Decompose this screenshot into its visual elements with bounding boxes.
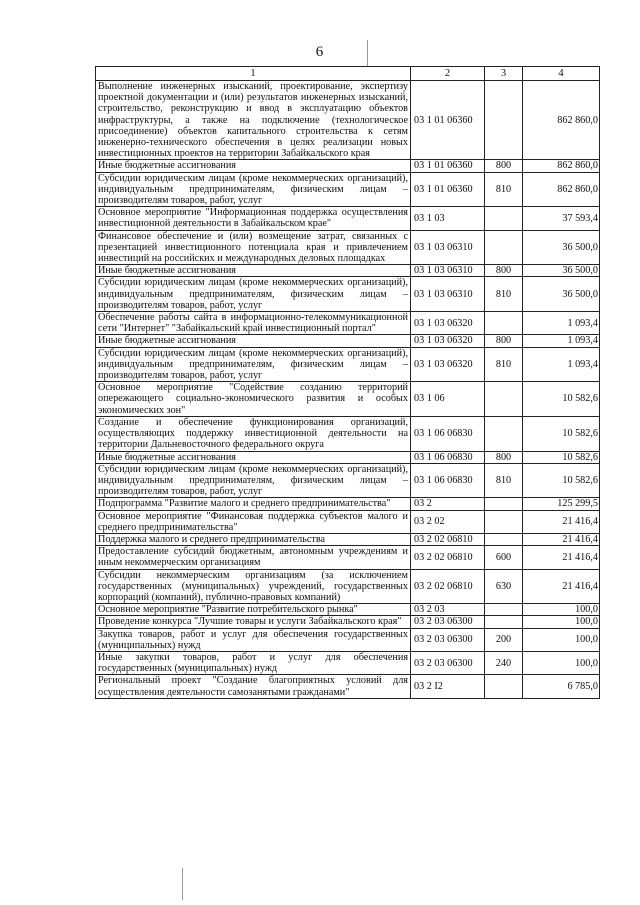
table-header-row	[96, 67, 600, 81]
row-code: 03 1 03 06310	[411, 277, 485, 312]
row-type: 810	[485, 463, 523, 498]
row-amount: 1 093,4	[523, 335, 600, 347]
row-type: 810	[485, 172, 523, 207]
table-row	[96, 498, 600, 510]
row-code: 03 2 03	[411, 604, 485, 616]
row-name: Основное мероприятие "Финансовая поддержка субъектов малого и среднего предпринимательства"	[96, 510, 411, 533]
row-name: Основное мероприятие "Развитие потребительского рынка"	[96, 604, 411, 616]
row-type	[485, 207, 523, 230]
row-amount: 100,0	[523, 651, 600, 674]
table-row	[96, 312, 600, 335]
row-code: 03 1 03	[411, 207, 485, 230]
header-col-1: 1	[96, 67, 411, 81]
table-row	[96, 382, 600, 417]
row-code: 03 2 03 06300	[411, 628, 485, 651]
table-row	[96, 604, 600, 616]
row-name: Иные бюджетные ассигнования	[96, 265, 411, 277]
row-code: 03 2 02 06810	[411, 569, 485, 604]
row-amount: 1 093,4	[523, 347, 600, 382]
row-name: Выполнение инженерных изысканий, проектирование, экспертизу проектной документации и (или) результатов инженерных изысканий, строительство, реконструкцию и ввод в эксплуатацию объектов инфраструктуры, а также на подключение (технологическое присоединение) объектов капитального строительства к сетям инженерно-технического обеспечения в целях реализации новых инвестиционных проектов на территории Забайкальского края	[96, 81, 411, 160]
scan-artifact	[182, 868, 183, 900]
row-name: Субсидии юридическим лицам (кроме некоммерческих организаций), индивидуальным предпринимателям, физическим лицам – производителям товаров, работ, услуг	[96, 347, 411, 382]
table-row	[96, 277, 600, 312]
row-amount: 862 860,0	[523, 81, 600, 160]
row-type: 800	[485, 451, 523, 463]
row-type: 630	[485, 569, 523, 604]
row-amount: 100,0	[523, 604, 600, 616]
row-name: Субсидии юридическим лицам (кроме некоммерческих организаций), индивидуальным предпринимателям, физическим лицам – производителям товаров, работ, услуг	[96, 172, 411, 207]
header-col-2: 2	[411, 67, 485, 81]
row-code: 03 2 02	[411, 510, 485, 533]
table-row	[96, 616, 600, 628]
row-type	[485, 312, 523, 335]
row-code: 03 2 02 06810	[411, 533, 485, 545]
row-type	[485, 416, 523, 451]
row-code: 03 2 I2	[411, 675, 485, 698]
row-type: 810	[485, 347, 523, 382]
row-type: 200	[485, 628, 523, 651]
table-row	[96, 416, 600, 451]
table-row	[96, 347, 600, 382]
table-row	[96, 230, 600, 265]
row-code: 03 1 03 06310	[411, 230, 485, 265]
table-row	[96, 675, 600, 698]
row-type	[485, 533, 523, 545]
row-name: Обеспечение работы сайта в информационно-телекоммуникационной сети "Интернет" "Забайкальский край инвестиционный портал"	[96, 312, 411, 335]
table-row	[96, 172, 600, 207]
row-amount: 37 593,4	[523, 207, 600, 230]
row-code: 03 1 06 06830	[411, 416, 485, 451]
row-name: Субсидии юридическим лицам (кроме некоммерческих организаций), индивидуальным предпринимателям, физическим лицам – производителям товаров, работ, услуг	[96, 277, 411, 312]
row-amount: 36 500,0	[523, 277, 600, 312]
row-name: Субсидии некоммерческим организациям (за исключением государственных (муниципальных) учреждений, государственных корпораций (компаний), публично-правовых компаний)	[96, 569, 411, 604]
row-amount: 10 582,6	[523, 451, 600, 463]
row-name: Региональный проект "Создание благоприятных условий для осуществления деятельности самозанятыми гражданами"	[96, 675, 411, 698]
row-amount: 21 416,4	[523, 546, 600, 569]
table-row	[96, 546, 600, 569]
table-row	[96, 651, 600, 674]
row-code: 03 1 03 06320	[411, 335, 485, 347]
table-row	[96, 463, 600, 498]
row-code: 03 1 03 06320	[411, 347, 485, 382]
row-amount: 21 416,4	[523, 510, 600, 533]
row-code: 03 2 03 06300	[411, 651, 485, 674]
row-amount: 10 582,6	[523, 416, 600, 451]
row-type	[485, 81, 523, 160]
row-name: Иные бюджетные ассигнования	[96, 451, 411, 463]
table-row	[96, 628, 600, 651]
page-number: 6	[315, 44, 325, 60]
row-amount: 125 299,5	[523, 498, 600, 510]
row-name: Создание и обеспечение функционирования организаций, осуществляющих поддержку инвестиционной деятельности на территории Дальневосточного федерального округа	[96, 416, 411, 451]
row-amount: 36 500,0	[523, 230, 600, 265]
row-code: 03 1 03 06310	[411, 265, 485, 277]
row-name: Иные закупки товаров, работ и услуг для обеспечения государственных (муниципальных) нужд	[96, 651, 411, 674]
row-code: 03 1 01 06360	[411, 172, 485, 207]
table-row	[96, 265, 600, 277]
row-code: 03 1 06	[411, 382, 485, 417]
row-amount: 862 860,0	[523, 160, 600, 172]
row-name: Основное мероприятие "Содействие созданию территорий опережающего социально-экономического развития и особых экономических зон"	[96, 382, 411, 417]
row-type: 800	[485, 160, 523, 172]
row-amount: 21 416,4	[523, 533, 600, 545]
table-row	[96, 533, 600, 545]
row-type: 800	[485, 265, 523, 277]
row-type	[485, 498, 523, 510]
row-code: 03 1 06 06830	[411, 451, 485, 463]
row-type: 810	[485, 277, 523, 312]
row-amount: 10 582,6	[523, 382, 600, 417]
row-type	[485, 230, 523, 265]
table-row	[96, 81, 600, 160]
row-name: Субсидии юридическим лицам (кроме некоммерческих организаций), индивидуальным предпринимателям, физическим лицам – производителям товаров, работ, услуг	[96, 463, 411, 498]
row-name: Предоставление субсидий бюджетным, автономным учреждениям и иным некоммерческим организациям	[96, 546, 411, 569]
row-code: 03 2	[411, 498, 485, 510]
table-row	[96, 160, 600, 172]
table-row	[96, 207, 600, 230]
row-type: 600	[485, 546, 523, 569]
budget-table	[95, 66, 600, 699]
row-code: 03 2 02 06810	[411, 546, 485, 569]
row-type	[485, 510, 523, 533]
row-code: 03 1 06 06830	[411, 463, 485, 498]
row-type	[485, 382, 523, 417]
row-type: 800	[485, 335, 523, 347]
row-code: 03 1 03 06320	[411, 312, 485, 335]
scan-artifact	[367, 40, 368, 66]
row-name: Подпрограмма "Развитие малого и среднего предпринимательства"	[96, 498, 411, 510]
row-amount: 36 500,0	[523, 265, 600, 277]
row-name: Иные бюджетные ассигнования	[96, 160, 411, 172]
row-code: 03 1 01 06360	[411, 160, 485, 172]
table-row	[96, 569, 600, 604]
row-name: Основное мероприятие "Информационная поддержка осуществления инвестиционной деятельности в Забайкальском крае"	[96, 207, 411, 230]
row-type	[485, 675, 523, 698]
row-amount: 6 785,0	[523, 675, 600, 698]
row-code: 03 2 03 06300	[411, 616, 485, 628]
row-type: 240	[485, 651, 523, 674]
budget-table-body	[96, 67, 600, 699]
row-name: Поддержка малого и среднего предпринимательства	[96, 533, 411, 545]
row-code: 03 1 01 06360	[411, 81, 485, 160]
row-name: Финансовое обеспечение и (или) возмещение затрат, связанных с презентацией инвестиционного потенциала края и привлечением инвестиций на российских и международных деловых площадках	[96, 230, 411, 265]
row-type	[485, 616, 523, 628]
row-amount: 10 582,6	[523, 463, 600, 498]
row-name: Закупка товаров, работ и услуг для обеспечения государственных (муниципальных) нужд	[96, 628, 411, 651]
table-row	[96, 451, 600, 463]
row-amount: 862 860,0	[523, 172, 600, 207]
row-amount: 21 416,4	[523, 569, 600, 604]
row-amount: 1 093,4	[523, 312, 600, 335]
header-col-3: 3	[485, 67, 523, 81]
table-row	[96, 335, 600, 347]
row-amount: 100,0	[523, 628, 600, 651]
row-type	[485, 604, 523, 616]
row-name: Проведение конкурса "Лучшие товары и услуги Забайкальского края"	[96, 616, 411, 628]
row-name: Иные бюджетные ассигнования	[96, 335, 411, 347]
row-amount: 100,0	[523, 616, 600, 628]
header-col-4: 4	[523, 67, 600, 81]
table-row	[96, 510, 600, 533]
